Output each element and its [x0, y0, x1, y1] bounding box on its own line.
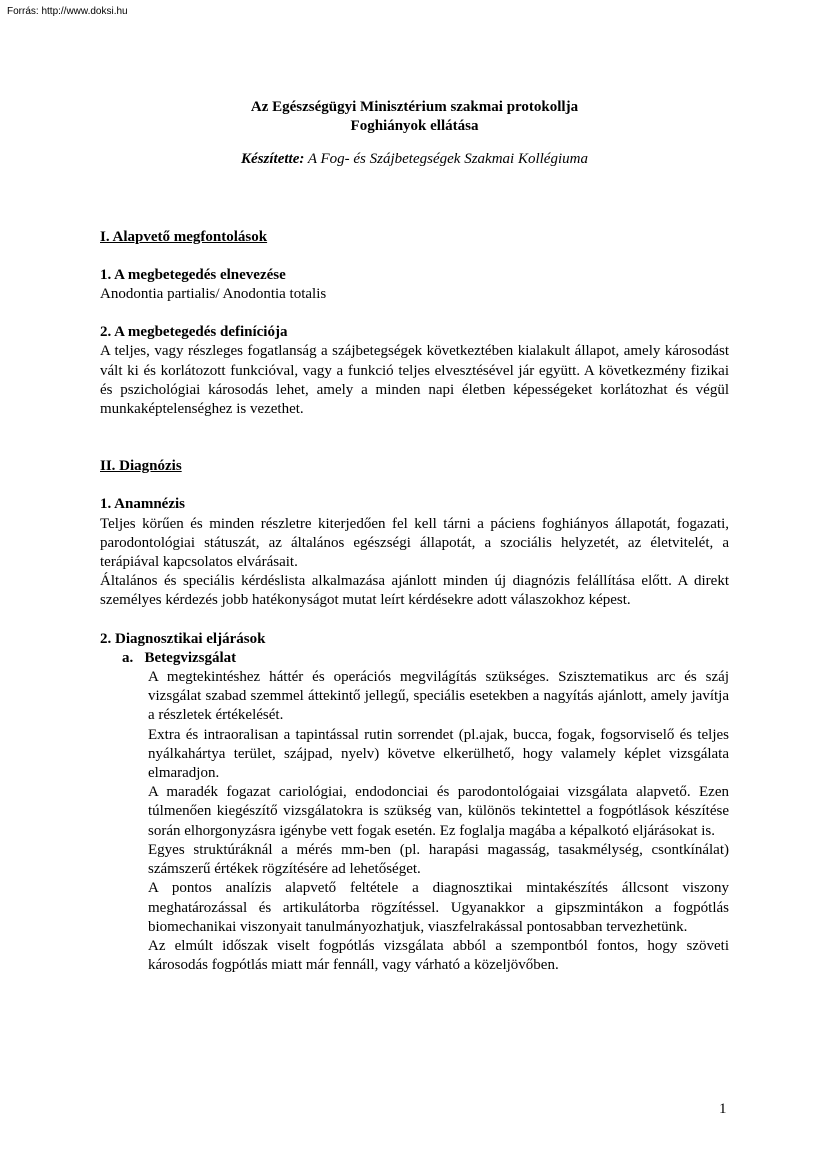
title-line-1: Az Egészségügyi Minisztérium szakmai protokollja — [250, 99, 579, 115]
section-2-heading-2: 2. Diagnosztikai eljárások — [100, 630, 266, 647]
section-2-paragraph-1: Teljes körűen és minden részletre kiterjedően fel kell tárni a páciens foghiányos állapotát, fogazati, parodontológiai státuszát, az általános egészségi állapotát, a szociális helyzetét, az életvitelét, a terápiával kapcsolatos elvárásait. — [100, 515, 729, 571]
author-label: Készítette: — [241, 151, 305, 168]
exam-paragraph-1: A megtekintéshez háttér és operációs megvilágítás szükséges. Szisztematikus arc és száj vizsgálat szabad szemmel áttekintő jellegű, speciális esetekben a nagyítás ajánlott, amely javítja a részletek értékelését. — [148, 669, 729, 724]
exam-paragraph-5: A pontos analízis alapvető feltétele a diagnosztikai mintakészítés állcsont viszony meghatározással és artikulátorba rögzítéssel. Ugyanakkor a gipszmintákon a fogpótlás biomechanikai viszonyait tanulmányozhatjuk, viaszfelrakással pontosabban tervezhetünk. — [148, 880, 729, 935]
source-line: Forrás: http://www.doksi.hu — [7, 6, 128, 17]
exam-paragraph-2: Extra és intraoralisan a tapintással rutin sorrendet (pl.ajak, bucca, fogak, fogsorviselő és teljes nyálkahártya terület, szájpad, nyelv) követve elkerülhető, hogy valamely képlet vizsgálata elmaradjon. — [148, 726, 729, 782]
exam-paragraph-3: A maradék fogazat cariológiai, endodonciai és parodontológaiai vizsgálata alapvető. Ezen túlmenően kiegészítő vizsgálatokra is szükség van, különös tekintettel a fogpótlások készítése során elhorgonyzásra igénybe vett fogak esetén. Ez foglalja magába a képalkotó eljárásokat is. — [148, 784, 729, 839]
section-1-heading-1: 1. A megbetegedés elnevezése — [100, 266, 286, 283]
section-1-title: I. Alapvető megfontolások — [100, 228, 268, 245]
exam-paragraph-4: Egyes struktúráknál a mérés mm-ben (pl. harapási magasság, tasakmélység, csontkínálat) számszerű értékek rögzítésére ad lehetőséget. — [148, 841, 729, 878]
section-1-paragraph-1: Anodontia partialis/ Anodontia totalis — [100, 286, 327, 303]
exam-paragraph-6: Az elmúlt időszak viselt fogpótlás vizsgálata abból a szempontból fontos, hogy szöveti károsodás fogpótlás miatt már fennáll, vagy várható a közeljövőben. — [148, 937, 729, 974]
subheading-betegvizsgalat: a. Betegvizsgálat — [122, 649, 237, 666]
section-2-paragraph-2: Általános és speciális kérdéslista alkalmazása ajánlott minden új diagnózis felállítása előtt. A direkt személyes kérdezés jobb hatékonyságot mutat leírt kérdésekre adott válaszokhoz képest. — [100, 573, 729, 609]
page-number: 1 — [719, 1101, 727, 1117]
author-value: A Fog- és Szájbetegségek Szakmai Kollégiuma — [304, 151, 588, 168]
section-1-paragraph-2: A teljes, vagy részleges fogatlanság a szájbetegségek következtében kialakult állapot, amely károsodást vált ki és korlátozott funkcióval, vagy a funkció teljes elvesztésével jár együtt. A következmény fizikai és pszichológiai károsodás lehet, amely a minden napi életben képességeket korlátozhat és végül munkaképtelenséghez is vezethet. — [100, 343, 729, 418]
section-2-heading-1: 1. Anamnézis — [100, 496, 186, 513]
section-1-heading-2: 2. A megbetegedés definíciója — [100, 324, 288, 341]
title-line-2: Foghiányok ellátása — [350, 118, 479, 135]
author-line — [100, 150, 729, 169]
section-2-title: II. Diagnózis — [100, 458, 182, 475]
document-page — [100, 98, 729, 975]
